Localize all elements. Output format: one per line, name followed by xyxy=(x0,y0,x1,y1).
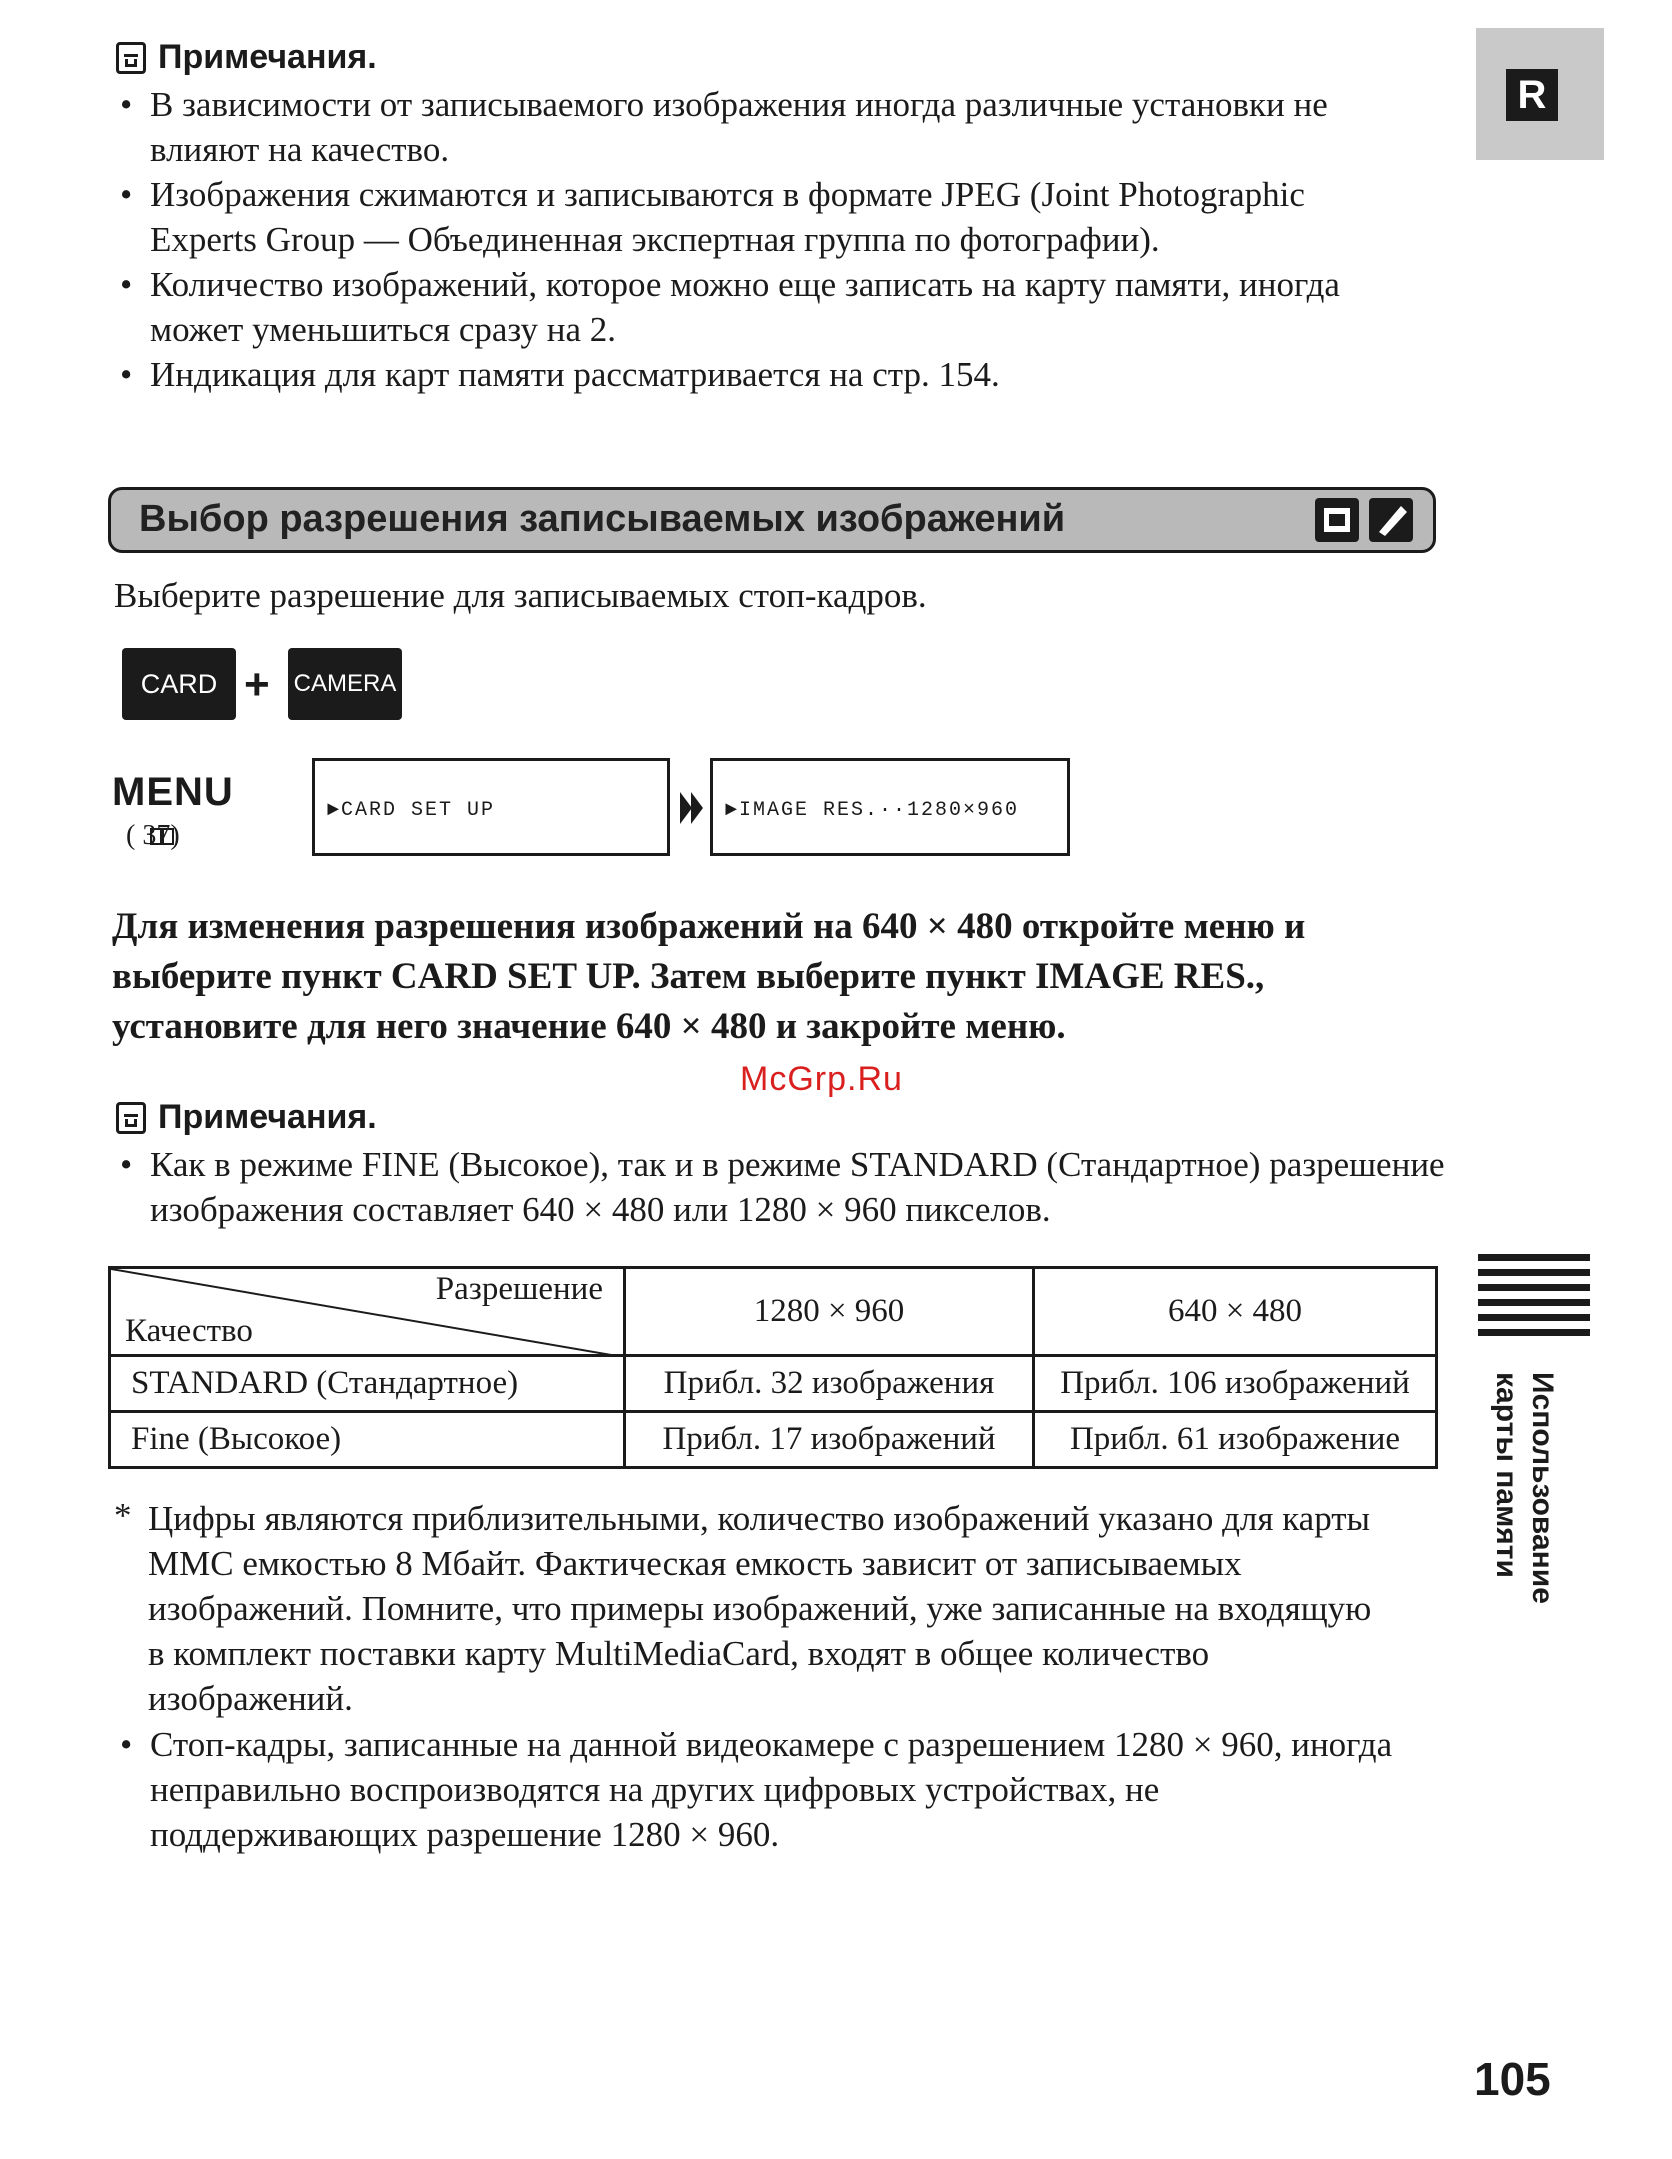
section-title-bar xyxy=(108,487,1436,553)
table-cell: Прибл. 61 изображение xyxy=(1034,1412,1437,1468)
note-item: • Как в режиме FINE (Высокое), так и в режиме STANDARD (Стандартное) разрешение изображения составляет 640 × 480 или 1280 × 960 пикселов. xyxy=(116,1142,1456,1232)
corner-top-label: Разрешение xyxy=(435,1271,603,1307)
menu-page-ref-text: ( 37) xyxy=(126,820,180,851)
intro-text: Выберите разрешение для записываемых стоп-кадров. xyxy=(114,576,927,615)
note-icon xyxy=(116,42,146,74)
section-title: Выбор разрешения записываемых изображений xyxy=(139,498,1066,540)
corner-bottom-label: Качество xyxy=(125,1313,253,1349)
chapter-side-label-line2: карты памяти xyxy=(1490,1372,1523,1578)
chapter-side-label xyxy=(1488,1372,1560,1604)
notes-title-2: Примечания. xyxy=(158,1098,377,1136)
watermark: McGrp.Ru xyxy=(740,1060,903,1098)
resolution-table xyxy=(108,1266,1438,1469)
note-item: • Количество изображений, которое можно еще записать на карту памяти, иногда может уменьшиться сразу на 2. xyxy=(116,262,1376,352)
notes-heading-2 xyxy=(116,1098,377,1137)
book-icon xyxy=(150,826,174,846)
row-label: STANDARD (Стандартное) xyxy=(110,1356,625,1412)
instruction-text: Для изменения разрешения изображений на 640 × 480 откройте меню и выберите пункт CARD SET UP. Затем выберите пункт IMAGE RES., установите для него значение 640 × 480 и закройте меню. xyxy=(112,906,1306,1047)
row-label: Fine (Высокое) xyxy=(110,1412,625,1468)
note-icon xyxy=(116,1102,146,1134)
menu-label: MENU xyxy=(112,770,234,814)
menu-screen-image-res: ►IMAGE RES.··1280×960 xyxy=(710,758,1070,856)
table-cell: Прибл. 17 изображений xyxy=(625,1412,1034,1468)
table-header-row xyxy=(110,1268,1437,1356)
chapter-side-label-line1: Использование xyxy=(1526,1372,1559,1604)
table-row xyxy=(110,1356,1437,1412)
menu-screen-card-set-up: ►CARD SET UP xyxy=(312,758,670,856)
column-header: 1280 × 960 xyxy=(625,1268,1034,1356)
table-row xyxy=(110,1412,1437,1468)
note-item: • Стоп-кадры, записанные на данной видеокамере с разрешением 1280 × 960, иногда неправильно воспроизводятся на других цифровых устройствах, не поддерживающих разрешение 1280 × 960. xyxy=(116,1722,1406,1857)
notes-list-1 xyxy=(116,82,1376,397)
chapter-tab xyxy=(1476,28,1604,160)
footnote-text: Цифры являются приблизительными, количество изображений указано для карты MMC емкостью 8 Мбайт. Фактическая емкость зависит от записываемых изображений. Помните, что примеры изображений, уже записанные на входящую в комплект поставки карту MultiMediaCard, входят в общее количество изображений. xyxy=(148,1499,1372,1718)
double-arrow-icon xyxy=(676,788,708,833)
page-number: 105 xyxy=(1474,2053,1551,2105)
notes-title-1: Примечания. xyxy=(158,38,377,76)
note-item: • Изображения сжимаются и записываются в формате JPEG (Joint Photographic Experts Group — Объединенная экспертная группа по фотографии). xyxy=(116,172,1376,262)
column-header: 640 × 480 xyxy=(1034,1268,1437,1356)
notes-list-2 xyxy=(116,1142,1456,1232)
chapter-marker-bars xyxy=(1478,1254,1590,1344)
chapter-tab-letter: R xyxy=(1506,69,1558,121)
note-item: • В зависимости от записываемого изображения иногда различные установки не влияют на качество. xyxy=(116,82,1376,172)
card-playback-mode-icon xyxy=(1369,498,1413,542)
table-corner-cell xyxy=(110,1268,625,1356)
note-item: • Индикация для карт памяти рассматривается на стр. 154. xyxy=(116,352,1376,397)
table-cell: Прибл. 32 изображения xyxy=(625,1356,1034,1412)
footnote-star: * xyxy=(114,1496,132,1535)
table-cell: Прибл. 106 изображений xyxy=(1034,1356,1437,1412)
notes-list-3 xyxy=(116,1722,1406,1857)
card-key: CARD xyxy=(122,648,236,720)
notes-heading-1 xyxy=(116,38,377,77)
camera-key: CAMERA xyxy=(288,648,402,720)
card-camera-mode-icon xyxy=(1315,498,1359,542)
plus-sign: + xyxy=(244,660,270,709)
